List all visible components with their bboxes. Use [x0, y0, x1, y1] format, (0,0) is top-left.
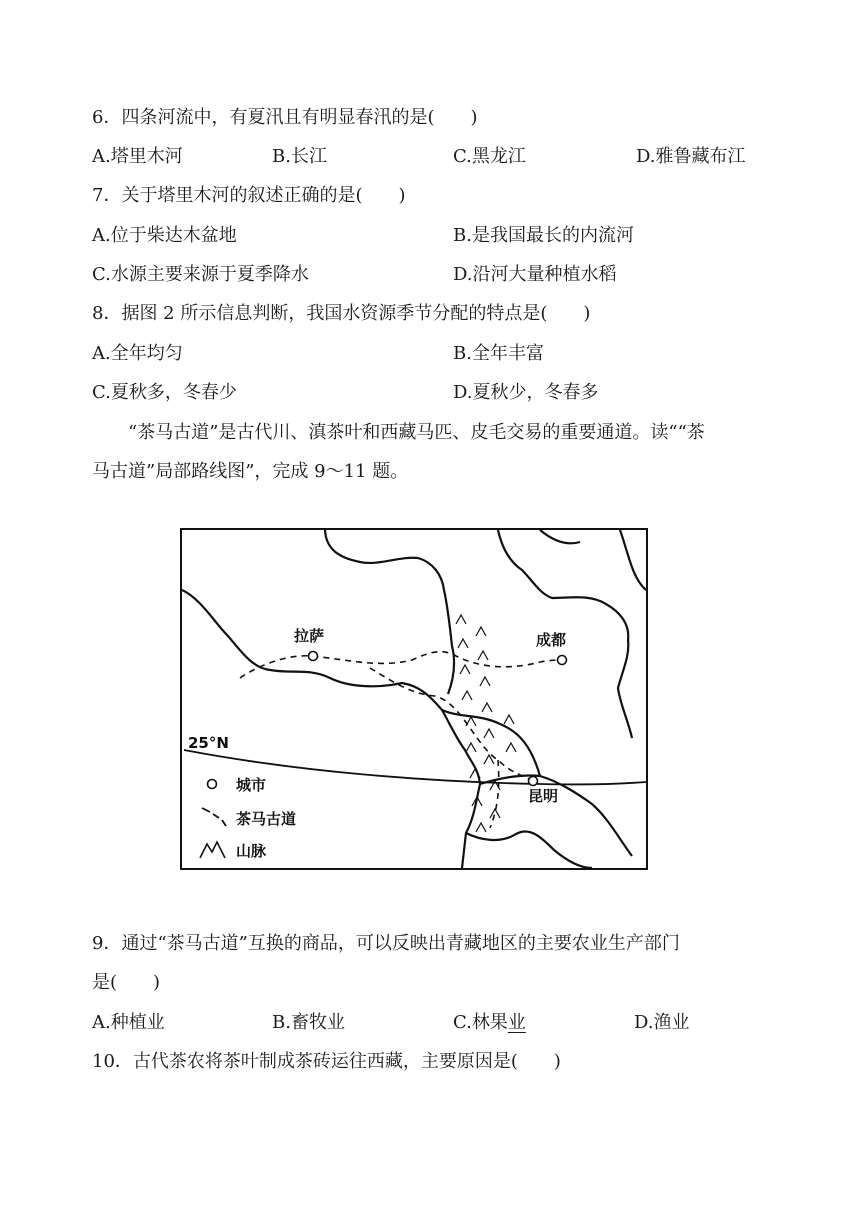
city-label-chengdu: 成都: [536, 631, 567, 649]
legend-route-label: 茶马古道: [236, 810, 297, 828]
city-label-kunming: 昆明: [528, 787, 559, 805]
q6-option-a: A.塔里木河: [92, 146, 183, 167]
intro-line-2: 马古道”局部路线图”，完成 9～11 题。: [92, 461, 409, 482]
q9-option-c-underlined: 业: [507, 1012, 526, 1033]
q9-option-a: A.种植业: [92, 1012, 165, 1033]
city-marker-lasa: [309, 652, 318, 661]
city-label-lasa: 拉萨: [294, 627, 325, 645]
q9-stem-line-2: 是( ): [92, 972, 161, 993]
q7-option-c: C.水源主要来源于夏季降水: [92, 264, 309, 285]
q7-option-b: B.是我国最长的内流河: [453, 225, 634, 246]
tea-horse-road-map: [180, 528, 648, 870]
q6-option-b: B.长江: [272, 146, 327, 167]
city-marker-chengdu: [558, 656, 567, 665]
q6-option-d: D.雅鲁藏布江: [636, 146, 746, 167]
q10-stem: 10．古代茶农将茶叶制成茶砖运往西藏，主要原因是( ): [92, 1051, 561, 1072]
q8-option-c: C.夏秋多，冬春少: [92, 382, 237, 403]
q8-option-a: A.全年均匀: [92, 343, 183, 364]
q6-stem: 6．四条河流中，有夏汛且有明显春汛的是( ): [92, 107, 478, 128]
q8-option-b: B.全年丰富: [453, 343, 544, 364]
q9-option-c: [453, 1011, 526, 1035]
q9-option-d: D.渔业: [634, 1012, 690, 1033]
legend-mountain-label: 山脉: [236, 842, 267, 860]
q7-option-a: A.位于柴达木盆地: [92, 225, 237, 246]
city-marker-kunming: [529, 777, 538, 786]
intro-line-1: “茶马古道”是古代川、滇茶叶和西藏马匹、皮毛交易的重要通道。读““茶: [128, 422, 705, 443]
q9-option-c-text: C.林果: [453, 1012, 508, 1033]
q7-stem: 7．关于塔里木河的叙述正确的是( ): [92, 185, 406, 206]
legend-city-label: 城市: [236, 776, 267, 794]
q9-option-b: B.畜牧业: [272, 1012, 345, 1033]
latitude-label: 25°N: [188, 734, 229, 752]
legend-city-icon: [208, 780, 217, 789]
q8-stem: 8．据图 2 所示信息判断，我国水资源季节分配的特点是( ): [92, 303, 591, 324]
q6-option-c: C.黑龙江: [453, 146, 526, 167]
q9-stem-line-1: 9．通过“茶马古道”互换的商品，可以反映出青藏地区的主要农业生产部门: [92, 933, 680, 954]
q7-option-d: D.沿河大量种植水稻: [453, 264, 617, 285]
q8-option-d: D.夏秋少，冬春多: [453, 382, 599, 403]
